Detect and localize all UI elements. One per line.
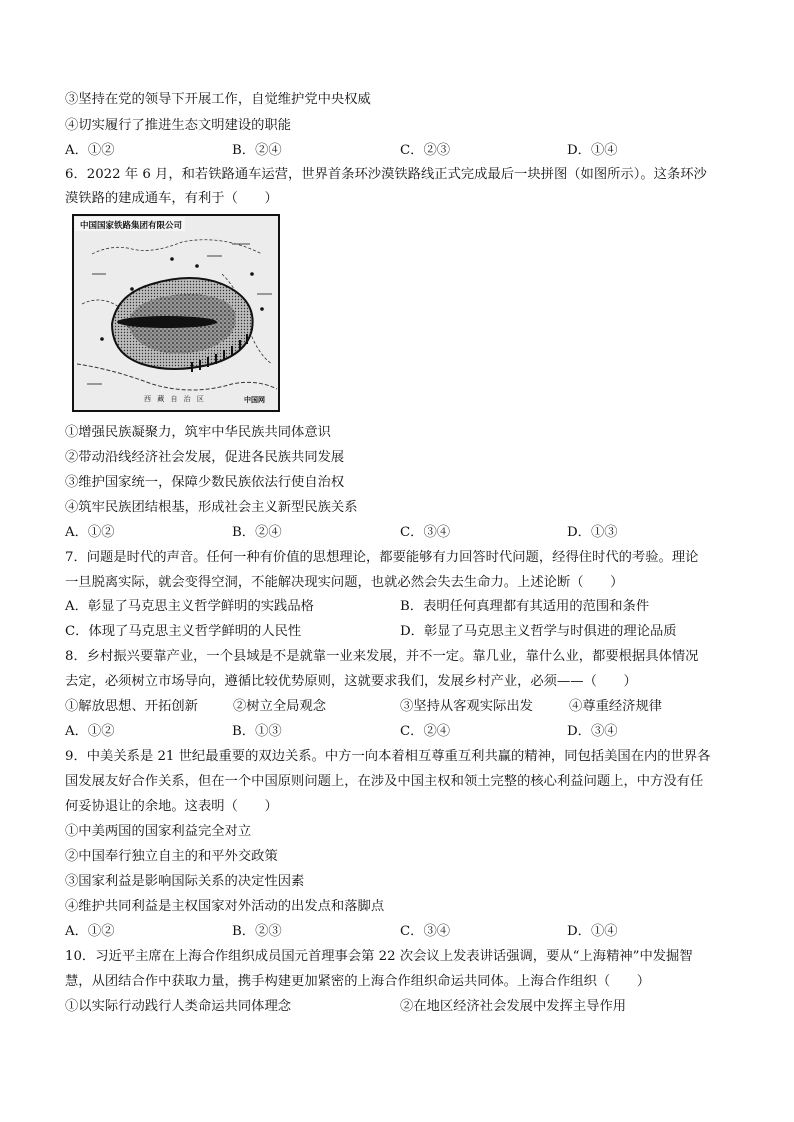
q8-item-3: ③坚持从客观实际出发 [400, 699, 533, 714]
q6-option-b[interactable]: B．②④ [232, 525, 282, 540]
q8-stem: 8．乡村振兴要靠产业，一个县域是不是就靠一业来发展，并不一定。靠几业，靠什么业，都要根据具体情况 [65, 649, 699, 664]
q7-option-d[interactable]: D．彰显了马克思主义哲学与时俱进的理论品质 [400, 624, 677, 639]
q6-option-c[interactable]: C．③④ [400, 525, 451, 540]
q9-stem: 9．中美关系是 21 世纪最重要的双边关系。中方一向本着相互尊重互利共赢的精神，同包括美国在内的世界各 [65, 749, 711, 764]
q8-option-b[interactable]: B．①③ [232, 724, 282, 739]
q9-option-c[interactable]: C．③④ [400, 924, 451, 939]
railway-map-figure [72, 214, 280, 412]
q9-item-1: ①中美两国的国家利益完全对立 [65, 824, 252, 839]
q9-stem-cont: 国发展友好合作关系，但在一个中国原则问题上，在涉及中国主权和领土完整的核心利益问题上，中方没有任 [65, 774, 704, 789]
q5-options [65, 142, 737, 160]
q9-option-d[interactable]: D．①④ [567, 924, 618, 939]
q10-item-2: ②在地区经济社会发展中发挥主导作用 [400, 999, 627, 1014]
q7-options-ab [65, 598, 737, 616]
q5-option-b[interactable]: B．②④ [232, 143, 282, 158]
q6-stem-cont: 漠铁路的建成通车，有利于（ ） [65, 191, 278, 206]
q7-option-a[interactable]: A．彰显了马克思主义哲学鲜明的实践品格 [65, 599, 314, 614]
q7-options-cd [65, 623, 737, 641]
q6-item-2: ②带动沿线经济社会发展，促进各民族共同发展 [65, 450, 345, 465]
q10-stem-cont: 慧，从团结合作中获取力量，携手构建更加紧密的上海合作组织命运共同体。上海合作组织（ ） [65, 974, 651, 989]
q9-option-b[interactable]: B．②③ [232, 924, 282, 939]
q8-option-a[interactable]: A．①② [65, 724, 115, 739]
q6-option-d[interactable]: D．①③ [567, 525, 618, 540]
q7-option-c[interactable]: C．体现了马克思主义哲学鲜明的人民性 [65, 624, 302, 639]
q5-item-4: ④切实履行了推进生态文明建设的职能 [65, 118, 292, 133]
q9-item-3: ③国家利益是影响国际关系的决定性因素 [65, 874, 305, 889]
q9-stem-cont2: 何妥协退让的余地。这表明（ ） [65, 799, 278, 814]
q6-item-1: ①增强民族凝聚力，筑牢中华民族共同体意识 [65, 425, 331, 440]
q8-option-d[interactable]: D．③④ [567, 724, 618, 739]
q8-items [65, 698, 737, 716]
map-stamp: 中国网 [244, 396, 265, 404]
q9-option-a[interactable]: A．①② [65, 924, 115, 939]
q6-options [65, 524, 737, 542]
q8-stem-cont: 去定，必须树立市场导向，遵循比较优势原则，这就要求我们，发展乡村产业，必须——（ ） [65, 674, 637, 689]
q5-option-a[interactable]: A．①② [65, 143, 115, 158]
q8-item-2: ②树立全局观念 [233, 699, 327, 714]
map-bottom-label: 西 藏 自 治 区 [144, 395, 206, 403]
q5-item-3: ③坚持在党的领导下开展工作，自觉维护党中央权威 [65, 92, 371, 107]
q10-item-1: ①以实际行动践行人类命运共同体理念 [65, 999, 292, 1014]
q9-options [65, 923, 737, 941]
q8-item-4: ④尊重经济规律 [569, 699, 663, 714]
q10-stem: 10．习近平主席在上海合作组织成员国元首理事会第 22 次会议上发表讲话强调，要从“上海精神”中发掘智 [65, 949, 693, 964]
q8-options [65, 723, 737, 741]
q5-option-c[interactable]: C．②③ [400, 143, 451, 158]
q9-item-4: ④维护共同利益是主权国家对外活动的出发点和落脚点 [65, 899, 385, 914]
q6-item-3: ③维护国家统一，保障少数民族依法行使自治权 [65, 475, 345, 490]
q8-option-c[interactable]: C．②④ [400, 724, 451, 739]
q6-item-4: ④筑牢民族团结根基，形成社会主义新型民族关系 [65, 500, 358, 515]
q7-stem: 7．问题是时代的声音。任何一种有价值的思想理论，都要能够有力回答时代问题，经得住时代的考验。理论 [65, 550, 699, 565]
map-title: 中国国家铁路集团有限公司 [80, 221, 183, 231]
q9-item-2: ②中国奉行独立自主的和平外交政策 [65, 849, 278, 864]
q10-items [65, 998, 737, 1016]
q8-item-1: ①解放思想、开拓创新 [65, 699, 198, 714]
q7-option-b[interactable]: B．表明任何真理都有其适用的范围和条件 [400, 599, 650, 614]
q5-option-d[interactable]: D．①④ [567, 143, 618, 158]
q6-stem: 6．2022 年 6 月，和若铁路通车运营，世界首条环沙漠铁路线正式完成最后一块拼图（如图所示）。这条环沙 [65, 167, 707, 182]
q6-option-a[interactable]: A．①② [65, 525, 115, 540]
q7-stem-cont: 一旦脱离实际，就会变得空洞，不能解决现实问题，也就必然会失去生命力。上述论断（ ） [65, 575, 624, 590]
